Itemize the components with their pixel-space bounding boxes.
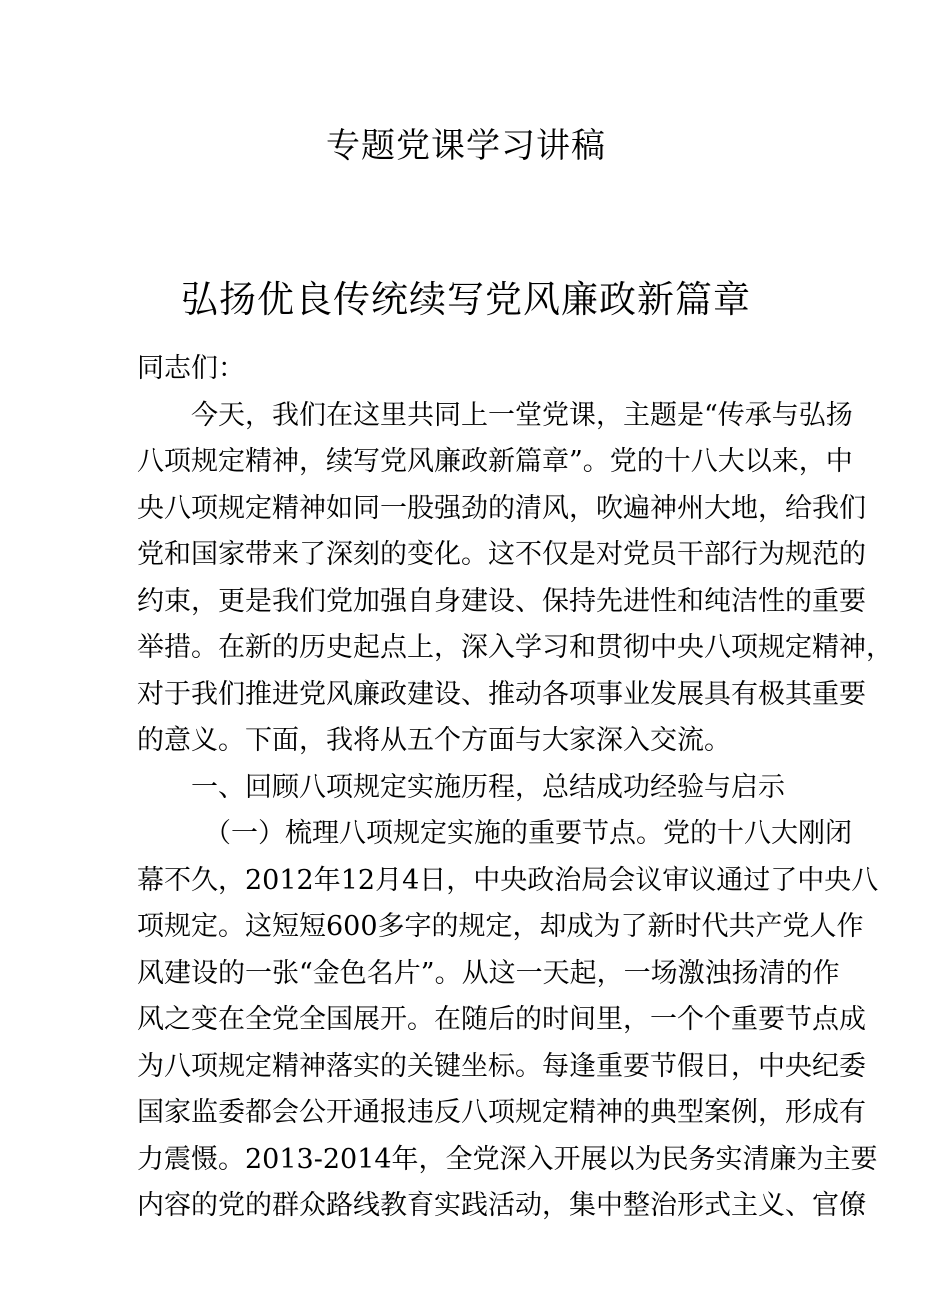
body-line: 的意义。下面，我将从五个方面与大家深入交流。 xyxy=(137,725,731,756)
body-line: 力震慑。2013-2014年，全党深入开展以为民务实清廉为主要 xyxy=(137,1143,878,1175)
body-line: 举措。在新的历史起点上，深入学习和贯彻中央八项规定精神， xyxy=(137,632,893,663)
body-line: 国家监委都会公开通报违反八项规定精神的典型案例，形成有 xyxy=(137,1097,866,1128)
section-heading: 一、回顾八项规定实施历程，总结成功经验与启示 xyxy=(191,771,785,803)
body-line: 内容的党的群众路线教育实践活动，集中整治形式主义、官僚 xyxy=(137,1190,866,1221)
body-line: 今天，我们在这里共同上一堂党课，主题是“传承与弘扬 xyxy=(191,399,853,431)
body-line: 项规定。这短短600多字的规定，却成为了新时代共产党人作 xyxy=(137,911,864,942)
body-line: 央八项规定精神如同一股强劲的清风，吹遍神州大地，给我们 xyxy=(137,492,866,524)
document-title: 专题党课学习讲稿 xyxy=(326,126,606,166)
document-subtitle: 弘扬优良传统续写党风廉政新篇章 xyxy=(181,278,751,321)
body-line: 党和国家带来了深刻的变化。这不仅是对党员干部行为规范的 xyxy=(137,539,866,570)
body-line: 风之变在全党全国展开。在随后的时间里，一个个重要节点成 xyxy=(137,1004,866,1035)
subsection-heading: （一）梳理八项规定实施的重要节点。党的十八大刚闭 xyxy=(204,818,852,849)
body-line: 对于我们推进党风廉政建设、推动各项事业发展具有极其重要 xyxy=(137,678,866,710)
document-body xyxy=(137,346,893,1230)
body-line: 约束，更是我们党加强自身建设、保持先进性和纯洁性的重要 xyxy=(137,585,866,617)
body-line: 八项规定精神，续写党风廉政新篇章”。党的十八大以来，中 xyxy=(137,446,853,477)
body-line: 为八项规定精神落实的关键坐标。每逢重要节假日，中央纪委 xyxy=(137,1050,866,1082)
salutation: 同志们： xyxy=(137,353,245,384)
body-line: 幕不久，2012年12月4日，中央政治局会议审议通过了中央八 xyxy=(137,864,879,896)
body-line: 风建设的一张“金色名片”。从这一天起，一场激浊扬清的作 xyxy=(137,957,840,989)
